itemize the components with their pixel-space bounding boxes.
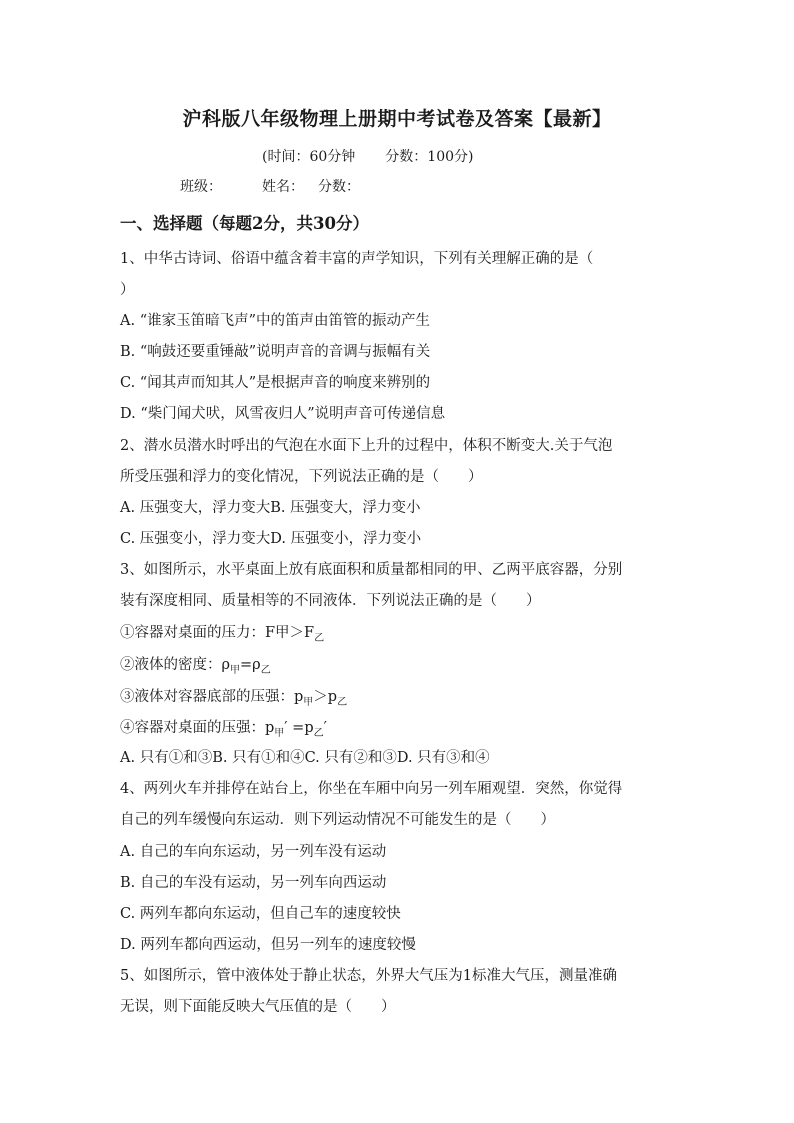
q3-s2-sub2: 乙 xyxy=(260,664,271,676)
q3-s1-sub: 乙 xyxy=(314,632,325,644)
q4-option-c: C. 两列车都向东运动，但自己车的速度较快 xyxy=(120,906,401,922)
q3-options: A. 只有①和③B. 只有①和④C. 只有②和③D. 只有③和④ xyxy=(120,750,490,766)
q3-s4-text: ④容器对桌面的压强：p xyxy=(120,720,275,736)
q2-stem-line1: 2、潜水员潜水时呼出的气泡在水面下上升的过程中，体积不断变大.关于气泡 xyxy=(120,438,613,454)
name-label: 姓名： xyxy=(262,179,304,195)
q3-statement-4 xyxy=(120,716,327,739)
q3-s4-mid: ′ =p xyxy=(284,720,314,736)
q1-option-b: B. “响鼓还要重锤敲”说明声音的音调与振幅有关 xyxy=(120,344,431,360)
q4-option-a: A. 自己的车向东运动，另一列车没有运动 xyxy=(120,844,387,860)
q4-option-b: B. 自己的车没有运动，另一列车向西运动 xyxy=(120,875,387,891)
q4-stem-line2: 自己的列车缓慢向东运动．则下列运动情况不可能发生的是（ ） xyxy=(120,812,555,828)
q3-stem-line1: 3、如图所示，水平桌面上放有底面积和质量都相同的甲、乙两平底容器，分别 xyxy=(120,562,623,578)
exam-meta xyxy=(262,146,503,166)
q4-option-d: D. 两列车都向西运动，但另一列车的速度较慢 xyxy=(120,937,416,953)
q1-stem-line1: 1、中华古诗词、俗语中蕴含着丰富的声学知识，下列有关理解正确的是（ xyxy=(120,251,594,267)
q1-stem-line2: ） xyxy=(120,282,135,298)
student-info-line xyxy=(180,176,360,196)
q5-stem-line1: 5、如图所示，管中液体处于静止状态，外界大气压为1标准大气压，测量准确 xyxy=(120,968,617,984)
q4-stem-line1: 4、两列火车并排停在站台上，你坐在车厢中向另一列车厢观望．突然，你觉得 xyxy=(120,781,623,797)
page-title: 沪科版八年级物理上册期中考试卷及答案【最新】 xyxy=(182,108,612,130)
q1-option-a: A. “谁家玉笛暗飞声”中的笛声由笛管的振动产生 xyxy=(120,313,431,329)
time-info: (时间：60分钟 xyxy=(262,149,356,165)
q3-s2-sub1: 甲 xyxy=(230,664,241,676)
section-title: 一、选择题（每题2分，共30分） xyxy=(120,214,369,233)
q3-statement-3 xyxy=(120,685,347,708)
q1-option-c: C. “闻其声而知其人”是根据声音的响度来辨别的 xyxy=(120,375,431,391)
q3-s2-mid: =ρ xyxy=(240,657,261,673)
q2-options-cd: C. 压强变小，浮力变大D. 压强变小，浮力变小 xyxy=(120,531,422,547)
q3-s3-mid: ＞p xyxy=(313,689,338,705)
q3-s1-text: ①容器对桌面的压力：F甲＞F xyxy=(120,625,315,641)
q5-stem-line2: 无误，则下面能反映大气压值的是（ ） xyxy=(120,999,396,1015)
score-info: 分数：100分) xyxy=(385,149,474,165)
q3-s3-sub2: 乙 xyxy=(337,696,348,708)
q3-s4-sub2: 乙 xyxy=(313,727,324,739)
q3-s4-end: ′ xyxy=(323,720,327,736)
q2-options-ab: A. 压强变大，浮力变大B. 压强变大，浮力变小 xyxy=(120,500,421,516)
q3-s3-text: ③液体对容器底部的压强：p xyxy=(120,689,304,705)
q3-s4-sub1: 甲 xyxy=(274,727,285,739)
q3-statement-2 xyxy=(120,653,271,676)
q3-stem-line2: 装有深度相同、质量相等的不同液体．下列说法正确的是（ ） xyxy=(120,593,541,609)
q2-stem-line2: 所受压强和浮力的变化情况，下列说法正确的是（ ） xyxy=(120,469,483,485)
class-label: 班级： xyxy=(180,179,222,195)
q3-s2-text: ②液体的密度：ρ xyxy=(120,657,231,673)
q3-s3-sub1: 甲 xyxy=(303,696,314,708)
q1-option-d: D. “柴门闻犬吠，风雪夜归人”说明声音可传递信息 xyxy=(120,406,446,422)
q3-statement-1 xyxy=(120,621,324,644)
score-label: 分数： xyxy=(318,179,360,195)
